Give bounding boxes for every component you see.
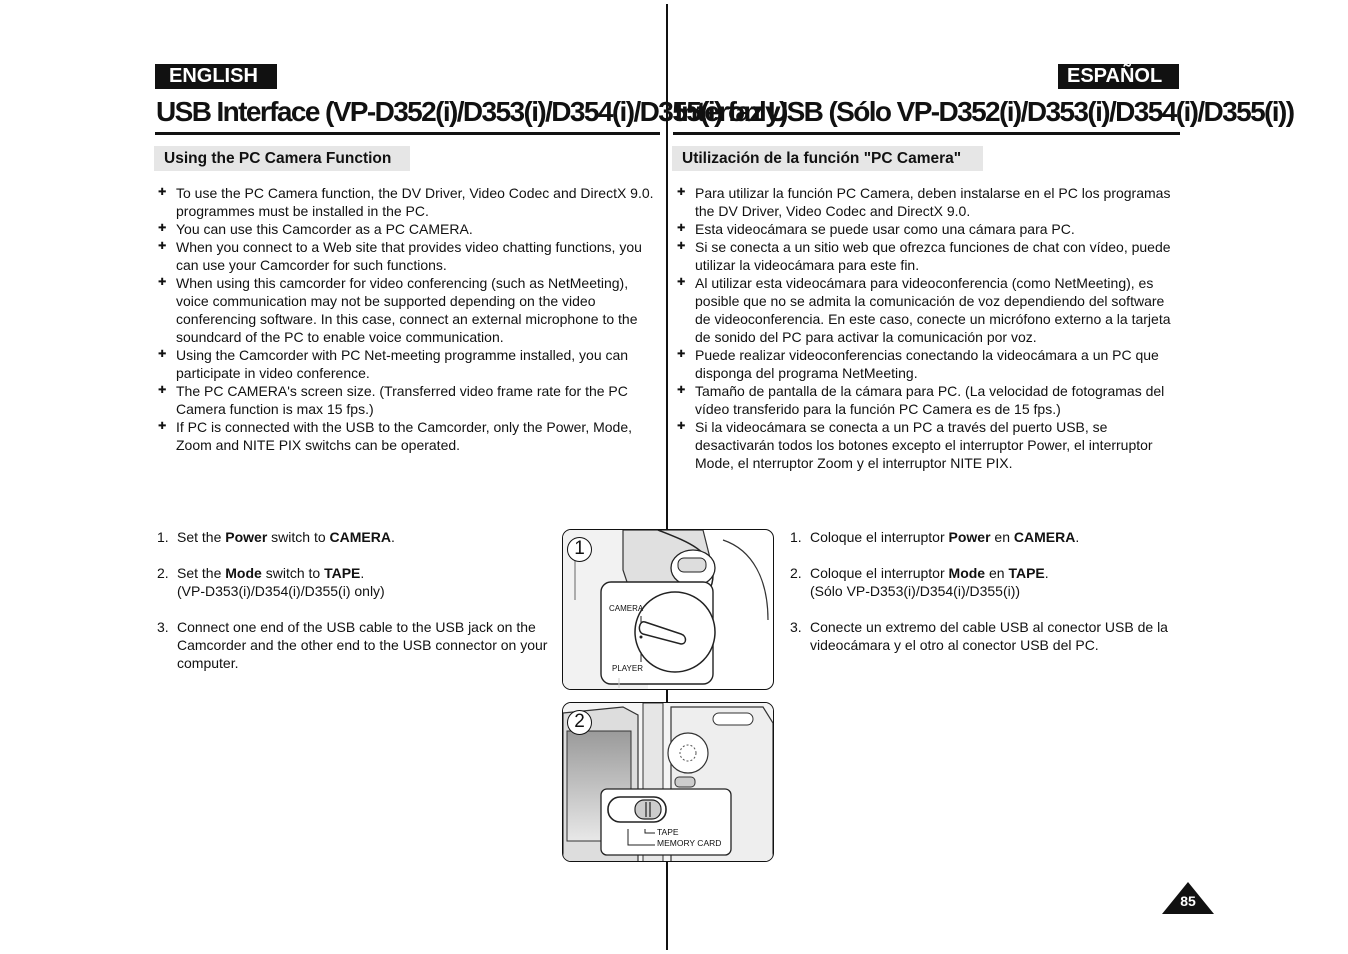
step-bold: Power: [948, 529, 991, 545]
camera-label: CAMERA: [609, 604, 644, 613]
section-heading-spanish: Utilización de la función "PC Camera": [672, 146, 983, 171]
power-switch-illustration: [563, 530, 774, 690]
step-text: .: [1075, 529, 1080, 545]
list-item: ✚ To use the PC Camera function, the DV Driver, Video Codec and DirectX 9.0. programmes must be installed in the PC.: [157, 184, 660, 220]
steps-list-english: [157, 528, 555, 690]
list-item: ✚ When using this camcorder for video conferencing (such as NetMeeting), voice communication may not be supported depending on the video conferencing software. In this case, connect an external microphone to the soundcard of the PC to enable voice communication.: [157, 274, 660, 346]
player-label: PLAYER: [612, 664, 643, 673]
page-title-spanish: Interfaz USB (Sólo VP-D352(i)/D353(i)/D354(i)/D355(i)): [675, 96, 1294, 127]
steps-list-spanish: [790, 528, 1180, 672]
step-number: 1.: [790, 529, 802, 545]
list-item: ✚ You can use this Camcorder as a PC CAMERA.: [157, 220, 660, 238]
step-item: [157, 564, 555, 600]
step-number: 3.: [790, 619, 802, 635]
step-subtext: (Sólo VP-D353(i)/D354(i)/D355(i)): [810, 583, 1021, 599]
step-text: Connect one end of the USB cable to the USB jack on the Camcorder and the other end to the USB connector on your computer.: [177, 619, 548, 671]
step-text: Coloque el interruptor: [810, 565, 949, 581]
step-item: [790, 564, 1180, 600]
list-item: ✚ Tamaño de pantalla de la cámara para PC. (La velocidad de fotogramas del vídeo transferido para la función PC Camera es de 15 fps.): [676, 382, 1180, 418]
list-item: ✚ Al utilizar esta videocámara para videoconferencia (como NetMeeting), es posible que no se admita la comunicación de voz dependiendo del software de videoconferencia. En este caso, conecte un micrófono externo a la tarjeta de sonido del PC para activar la comunicación por voz.: [676, 274, 1180, 346]
step-text: Conecte un extremo del cable USB al conector USB de la videocámara y el otro al conector USB del PC.: [810, 619, 1168, 653]
step-bold: TAPE: [1008, 565, 1045, 581]
page-number: 85: [1180, 893, 1196, 909]
step-text: Coloque el interruptor: [810, 529, 949, 545]
step-text: en: [985, 565, 1009, 581]
step-bold: TAPE: [324, 565, 361, 581]
list-item: ✚ When you connect to a Web site that provides video chatting functions, you can use your Camcorder for such functions.: [157, 238, 660, 274]
figure-power-switch: [562, 529, 774, 690]
list-item: ✚ Si se conecta a un sitio web que ofrezca funciones de chat con vídeo, puede utilizar la videocámara para este fin.: [676, 238, 1180, 274]
bullet-list-spanish: [676, 184, 1180, 472]
step-bold: CAMERA: [329, 529, 391, 545]
step-text: Set the: [177, 565, 226, 581]
language-tab-spanish: [1058, 64, 1179, 89]
step-number: 2.: [157, 565, 169, 581]
bullet-list-english: [157, 184, 660, 454]
figure-number-badge: 1: [567, 537, 592, 562]
step-text: .: [390, 529, 395, 545]
title-rule-spanish: [673, 132, 1180, 135]
list-item: ✚ Esta videocámara se puede usar como una cámara para PC.: [676, 220, 1180, 238]
list-item: ✚ If PC is connected with the USB to the Camcorder, only the Power, Mode, Zoom and NITE PIX switchs can be operated.: [157, 418, 660, 454]
step-number: 3.: [157, 619, 169, 635]
step-text: switch to: [261, 565, 325, 581]
step-text: Set the: [177, 529, 226, 545]
step-bold: Mode: [225, 565, 262, 581]
page-title-english: USB Interface (VP-D352(i)/D353(i)/D354(i)/D355(i) only): [156, 96, 787, 127]
title-rule-english: [155, 132, 660, 135]
figure-mode-switch: [562, 702, 774, 862]
list-item: ✚ Puede realizar videoconferencias conectando la videocámara a un PC que disponga del programa NetMeeting.: [676, 346, 1180, 382]
section-heading-english: Using the PC Camera Function: [154, 146, 410, 171]
language-label: ENGLISH: [169, 65, 258, 87]
step-item: [790, 618, 1180, 654]
tape-label: TAPE: [657, 827, 679, 837]
list-item: ✚ Si la videocámara se conecta a un PC a través del puerto USB, se desactivarán todos los botones excepto el interruptor Power, el interruptor Mode, el nterruptor Zoom y el interruptor NITE PIX.: [676, 418, 1180, 472]
step-number: 2.: [790, 565, 802, 581]
step-text: en: [990, 529, 1014, 545]
step-text: switch to: [267, 529, 330, 545]
language-label: ESPAÑOL: [1067, 65, 1163, 87]
list-item: ✚ The PC CAMERA's screen size. (Transferred video frame rate for the PC Camera function is max 15 fps.): [157, 382, 660, 418]
figure-number-badge: 2: [567, 710, 592, 735]
step-item: [790, 528, 1180, 546]
step-bold: Mode: [948, 565, 986, 581]
step-bold: Power: [225, 529, 268, 545]
step-item: [157, 618, 555, 672]
language-tab-english: [155, 64, 277, 89]
list-item: ✚ Para utilizar la función PC Camera, deben instalarse en el PC los programas the DV Driver, Video Codec and DirectX 9.0.: [676, 184, 1180, 220]
list-item: ✚ Using the Camcorder with PC Net-meeting programme installed, you can participate in video conference.: [157, 346, 660, 382]
memory-card-label: MEMORY CARD: [657, 838, 722, 848]
step-bold: CAMERA: [1013, 529, 1076, 545]
step-text: .: [360, 565, 365, 581]
step-item: [157, 528, 555, 546]
step-text: .: [1044, 565, 1049, 581]
step-subtext: (VP-D353(i)/D354(i)/D355(i) only): [177, 583, 385, 599]
step-number: 1.: [157, 529, 169, 545]
page-number-badge: [1162, 882, 1214, 914]
